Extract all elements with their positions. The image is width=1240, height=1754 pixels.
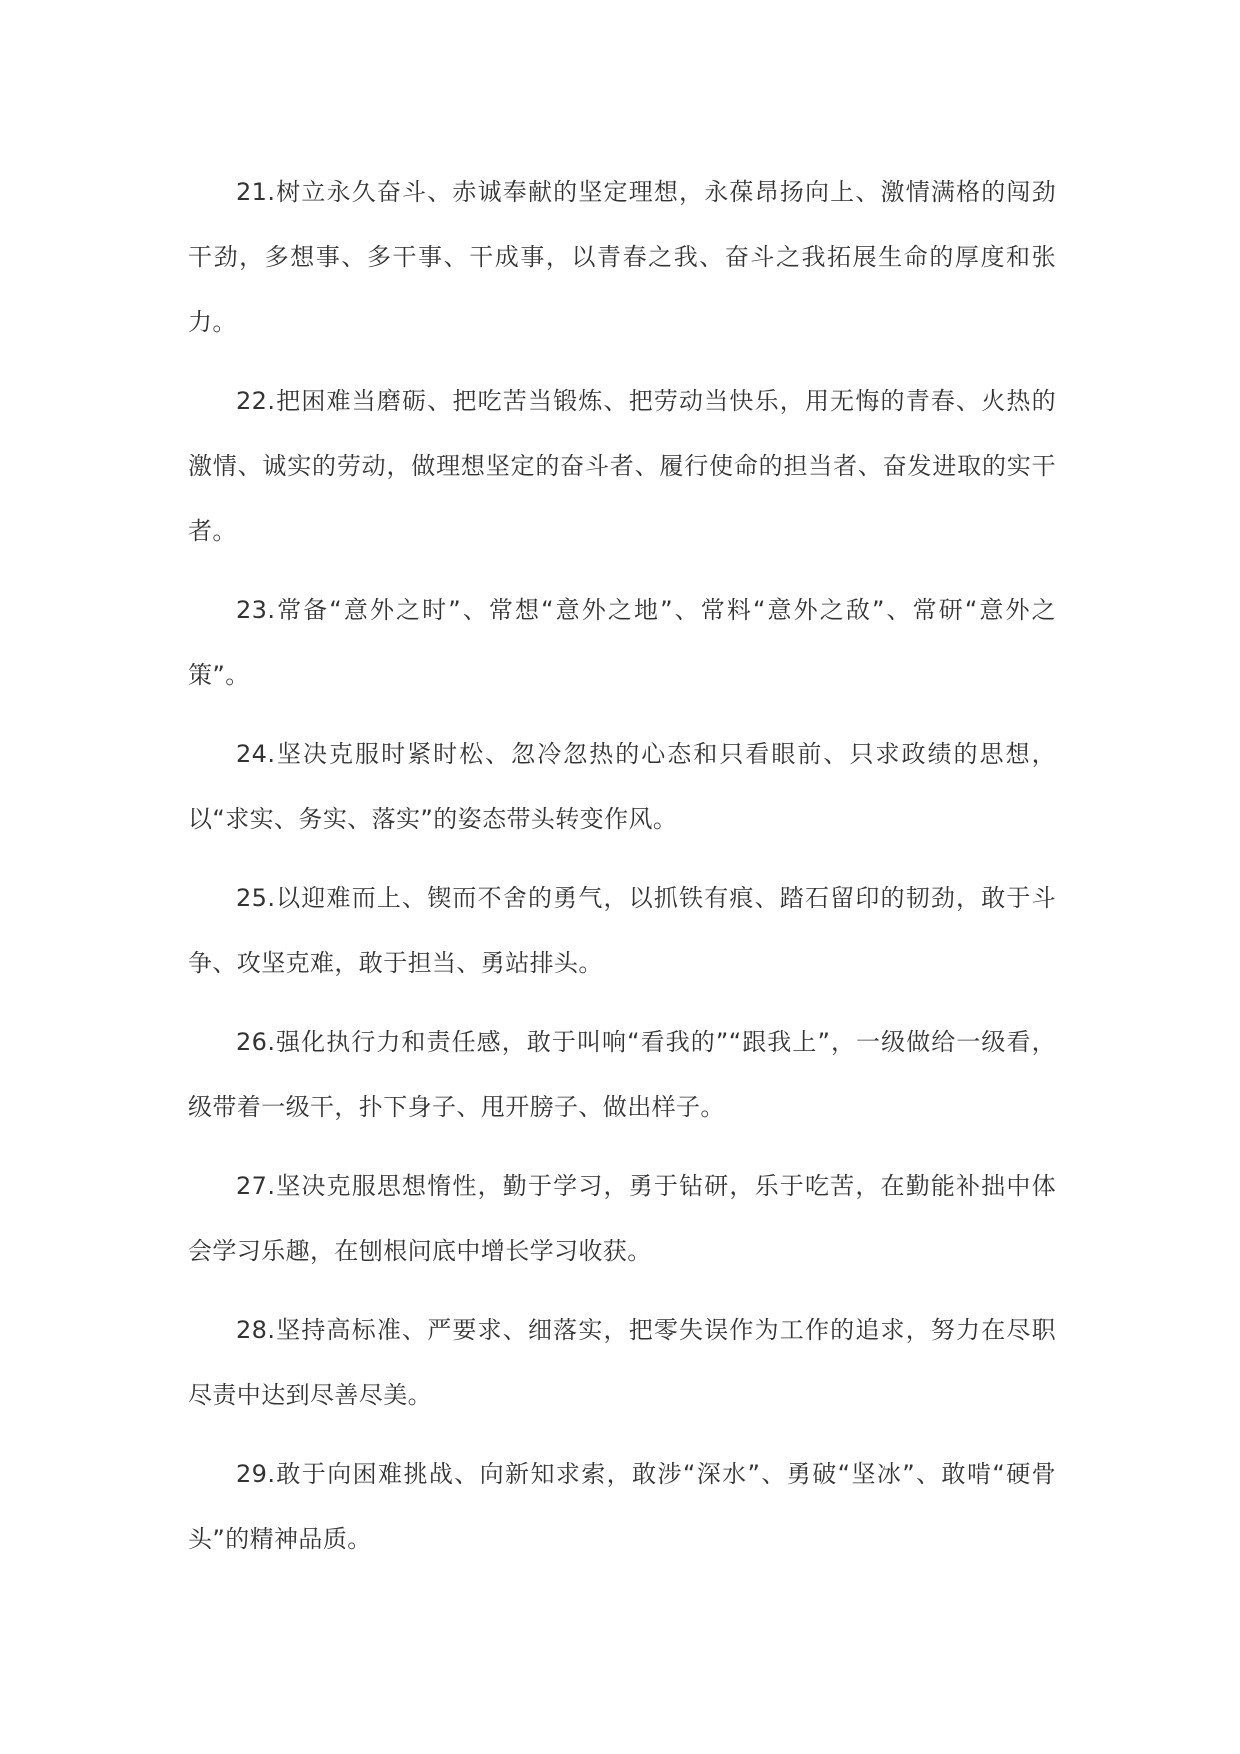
paragraph-22: 22.把困难当磨砺、把吃苦当锻炼、把劳动当快乐，用无悔的青春、火热的激情、诚实的劳动，做理想坚定的奋斗者、履行使命的担当者、奋发进取的实干者。 (188, 387, 1056, 545)
paragraph-26: 26.强化执行力和责任感，敢于叫响“看我的”“跟我上”，一级做给一级看，级带着一级干，扑下身子、甩开膀子、做出样子。 (188, 1028, 1056, 1121)
document-body (188, 160, 1056, 1586)
paragraph-27: 27.坚决克服思想惰性，勤于学习，勇于钻研，乐于吃苦，在勤能补拙中体会学习乐趣，在刨根问底中增长学习收获。 (188, 1172, 1056, 1265)
paragraph-24: 24.坚决克服时紧时松、忽冷忽热的心态和只看眼前、只求政绩的思想，以“求实、务实、落实”的姿态带头转变作风。 (188, 740, 1056, 833)
paragraph-25: 25.以迎难而上、锲而不舍的勇气，以抓铁有痕、踏石留印的韧劲，敢于斗争、攻坚克难，敢于担当、勇站排头。 (188, 884, 1056, 977)
paragraph-28: 28.坚持高标准、严要求、细落实，把零失误作为工作的追求，努力在尽职尽责中达到尽善尽美。 (188, 1316, 1056, 1409)
paragraph-29: 29.敢于向困难挑战、向新知求索，敢涉“深水”、勇破“坚冰”、敢啃“硬骨头”的精神品质。 (188, 1460, 1056, 1553)
paragraph-21: 21.树立永久奋斗、赤诚奉献的坚定理想，永葆昂扬向上、激情满格的闯劲干劲，多想事、多干事、干成事，以青春之我、奋斗之我拓展生命的厚度和张力。 (188, 178, 1056, 336)
paragraph-23: 23.常备“意外之时”、常想“意外之地”、常料“意外之敌”、常研“意外之策”。 (188, 596, 1056, 689)
